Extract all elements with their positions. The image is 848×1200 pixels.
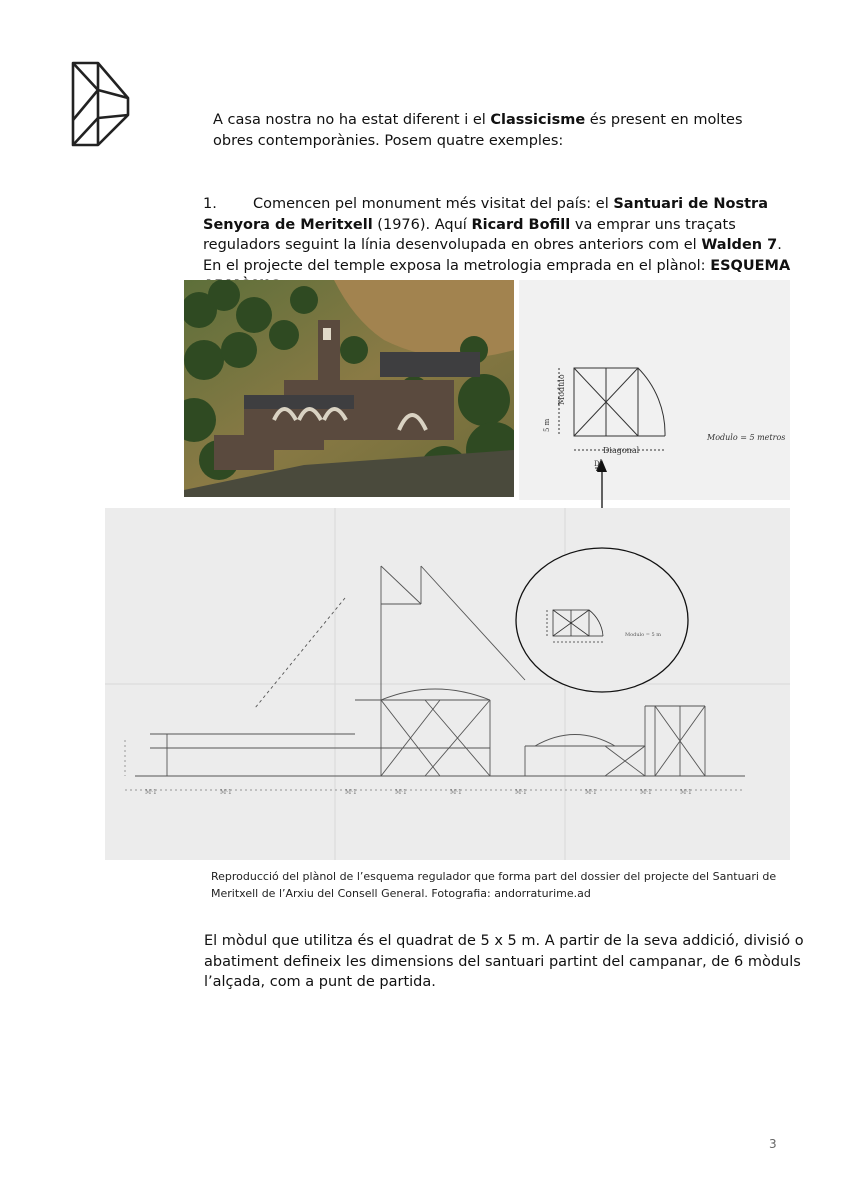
schema-bottom-label: Diagonal	[603, 446, 640, 455]
intro-paragraph: A casa nostra no ha estat diferent i el Classicisme és present en moltes obres contemporànies. Posem quatre exemples:	[213, 112, 743, 149]
harmonic-schema-drawing	[519, 280, 790, 500]
sanctuary-aerial-photo	[184, 280, 514, 497]
svg-text:M·1: M·1	[345, 789, 357, 796]
svg-text:Modulo = 5 m: Modulo = 5 m	[625, 632, 662, 638]
svg-text:M·1: M·1	[450, 789, 462, 796]
svg-text:M·1: M·1	[585, 789, 597, 796]
schema-side-dim: 5 m	[543, 418, 551, 432]
arrow-up-icon	[597, 460, 607, 472]
svg-text:M·1: M·1	[145, 789, 157, 796]
figure-caption: Reproducció del plànol de l’esquema regulador que forma part del dossier del projecte del Santuari de Meritxell de l’Arxiu del Consell General. Fotografia: andorraturime.ad	[211, 870, 777, 900]
schema-side-label: Modulo	[557, 374, 566, 405]
list-item-1: 1. Comencen pel monument més visitat del país: el Santuari de Nostra Senyora de Meritxell (1976). Aquí Ricard Bofill va emprar uns traçats reguladors seguint la línia desenvolupada en obres anteriors com el Walden 7. En el projecte del temple exposa la metrologia emprada en el plànol: ESQUEMA	[203, 196, 791, 274]
list-item-number: 1.	[203, 196, 217, 212]
regulatory-plan-drawing	[105, 508, 790, 860]
schema-bottom-dim: D	[594, 460, 600, 468]
svg-text:M·1: M·1	[395, 789, 407, 796]
svg-text:M·1: M·1	[640, 789, 652, 796]
svg-text:M·1: M·1	[220, 789, 232, 796]
svg-text:M·1: M·1	[515, 789, 527, 796]
page-number: 3	[769, 1137, 777, 1151]
svg-text:M·1: M·1	[680, 789, 692, 796]
logo-icon	[70, 60, 132, 148]
schema-module-note: Modulo = 5 metros	[707, 433, 786, 442]
module-paragraph: El mòdul que utilitza és el quadrat de 5 x 5 m. A partir de la seva addició, divisió o abatiment defineix les dimensions del santuari partint del campanar, de 6 mòduls l’alçada, com a punt de partida.	[204, 933, 804, 990]
